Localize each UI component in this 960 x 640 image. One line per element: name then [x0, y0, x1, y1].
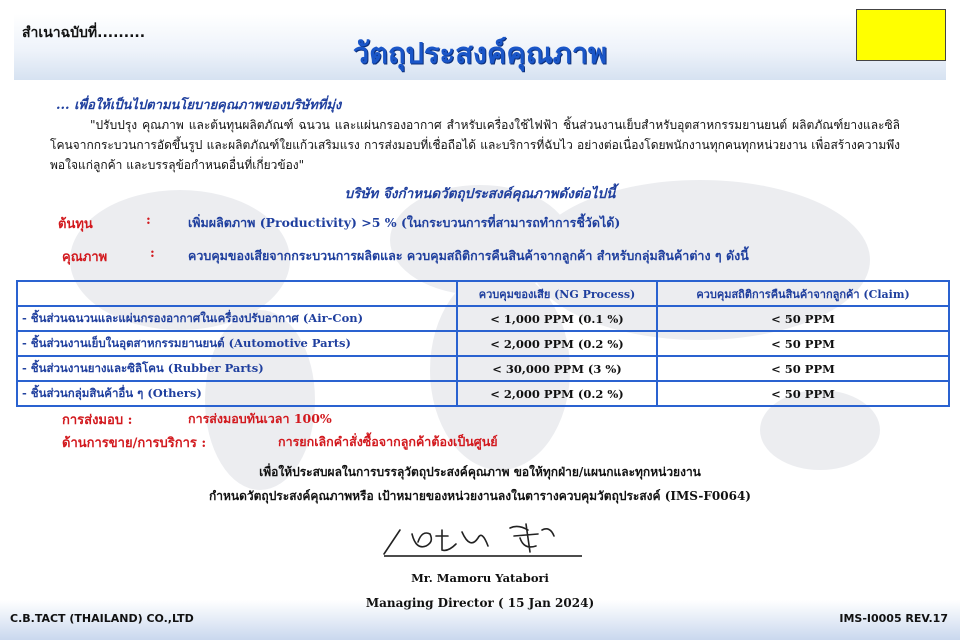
claim-cell: < 50 PPM: [657, 306, 949, 331]
claim-cell: < 50 PPM: [657, 331, 949, 356]
highlight-box: [856, 9, 946, 61]
table-row: [17, 356, 949, 381]
sales-objective: การยกเลิกคำสั่งซื้อจากลูกค้าต้องเป็นศูนย์: [278, 434, 498, 449]
ng-cell: < 30,000 PPM (3 %): [457, 356, 657, 381]
ng-cell: < 1,000 PPM (0.1 %): [457, 306, 657, 331]
cost-colon: :: [146, 213, 151, 228]
table-row: [17, 306, 949, 331]
delivery-label: การส่งมอบ :: [62, 413, 133, 428]
product-cell: - ชิ้นส่วนกลุ่มสินค้าอื่น ๆ (Others): [17, 381, 457, 406]
table-header-product: [17, 281, 457, 306]
signatory-title: Managing Director ( 15 Jan 2024): [365, 596, 595, 610]
cost-objective: เพิ่มผลิตภาพ (Productivity) >5 % (ในกระบวนการที่สามารถทำการชี้วัดได้): [188, 215, 621, 230]
policy-intro: ... เพื่อให้เป็นไปตามนโยบายคุณภาพของบริษัทที่มุ่ง: [56, 98, 342, 113]
cost-label: ต้นทุน: [58, 217, 93, 232]
copy-number: สำเนาฉบับที่.........: [22, 25, 146, 41]
closing-line-2: กำหนดวัตถุประสงค์คุณภาพหรือ เป้าหมายของหน่วยงานลงในตารางควบคุมวัตถุประสงค์ (IMS-F0064): [208, 489, 751, 503]
table-header-row: [17, 281, 949, 306]
policy-text: "ปรับปรุง คุณภาพ และต้นทุนผลิตภัณฑ์ ฉนวน และแผ่นกรองอากาศ สำหรับเครื่องใช้ไฟฟ้า ชิ้นส่วนงานเย็บสำหรับอุตสาหกรรมยานยนต์ ผลิตภัณฑ์ยางและซิลิโคนจากกระบวนการอัดขึ้นรูป และผลิตภัณฑ์ใยแก้วเสริมแรง การส่งมอบที่เชื่อถือได้ และบริการที่ฉับไว อย่างต่อเนื่องโดยพนักงานทุกคนทุกหน่วยงาน เพื่อสร้างความพึงพอใจแก่ลูกค้า และบรรลุข้อกำหนดอื่นที่เกี่ยวข้อง": [50, 118, 900, 172]
ng-cell: < 2,000 PPM (0.2 %): [457, 381, 657, 406]
table-header-claim: ควบคุมสถิติการคืนสินค้าจากลูกค้า (Claim): [657, 281, 949, 306]
product-cell: - ชิ้นส่วนฉนวนและแผ่นกรองอากาศในเครื่องปรับอากาศ (Air-Con): [17, 306, 457, 331]
company-name: C.B.TACT (THAILAND) CO.,LTD: [10, 612, 194, 625]
table-row: [17, 331, 949, 356]
quality-policy: [50, 115, 900, 175]
product-cell: - ชิ้นส่วนงานเย็บในอุตสาหกรรมยานยนต์ (Automotive Parts): [17, 331, 457, 356]
closing-line-1: เพื่อให้ประสบผลในการบรรลุวัตถุประสงค์คุณภาพ ขอให้ทุกฝ่าย/แผนกและทุกหน่วยงาน: [259, 465, 701, 479]
quality-colon: :: [150, 246, 155, 261]
product-cell: - ชิ้นส่วนงานยางและซิลิโคน (Rubber Parts): [17, 356, 457, 381]
table-header-ng: ควบคุมของเสีย (NG Process): [457, 281, 657, 306]
signatory-name: Mr. Mamoru Yatabori: [411, 571, 549, 585]
quality-objective: ควบคุมของเสียจากกระบวนการผลิตและ ควบคุมสถิติการคืนสินค้าจากลูกค้า สำหรับกลุ่มสินค้าต่าง ๆ ดังนี้: [188, 248, 749, 263]
table-row: [17, 381, 949, 406]
delivery-objective: การส่งมอบทันเวลา 100%: [188, 411, 332, 426]
quality-targets-table: [16, 280, 950, 407]
claim-cell: < 50 PPM: [657, 381, 949, 406]
document-number: IMS-I0005 REV.17: [839, 612, 948, 625]
ng-cell: < 2,000 PPM (0.2 %): [457, 331, 657, 356]
claim-cell: < 50 PPM: [657, 356, 949, 381]
objectives-heading: บริษัท จึงกำหนดวัตถุประสงค์คุณภาพดังต่อไปนี้: [344, 186, 616, 202]
sales-label: ด้านการขาย/การบริการ :: [62, 436, 207, 451]
quality-label: คุณภาพ: [62, 250, 108, 265]
page-title: วัตถุประสงค์คุณภาพ: [352, 36, 608, 70]
signature-image: [378, 516, 588, 560]
